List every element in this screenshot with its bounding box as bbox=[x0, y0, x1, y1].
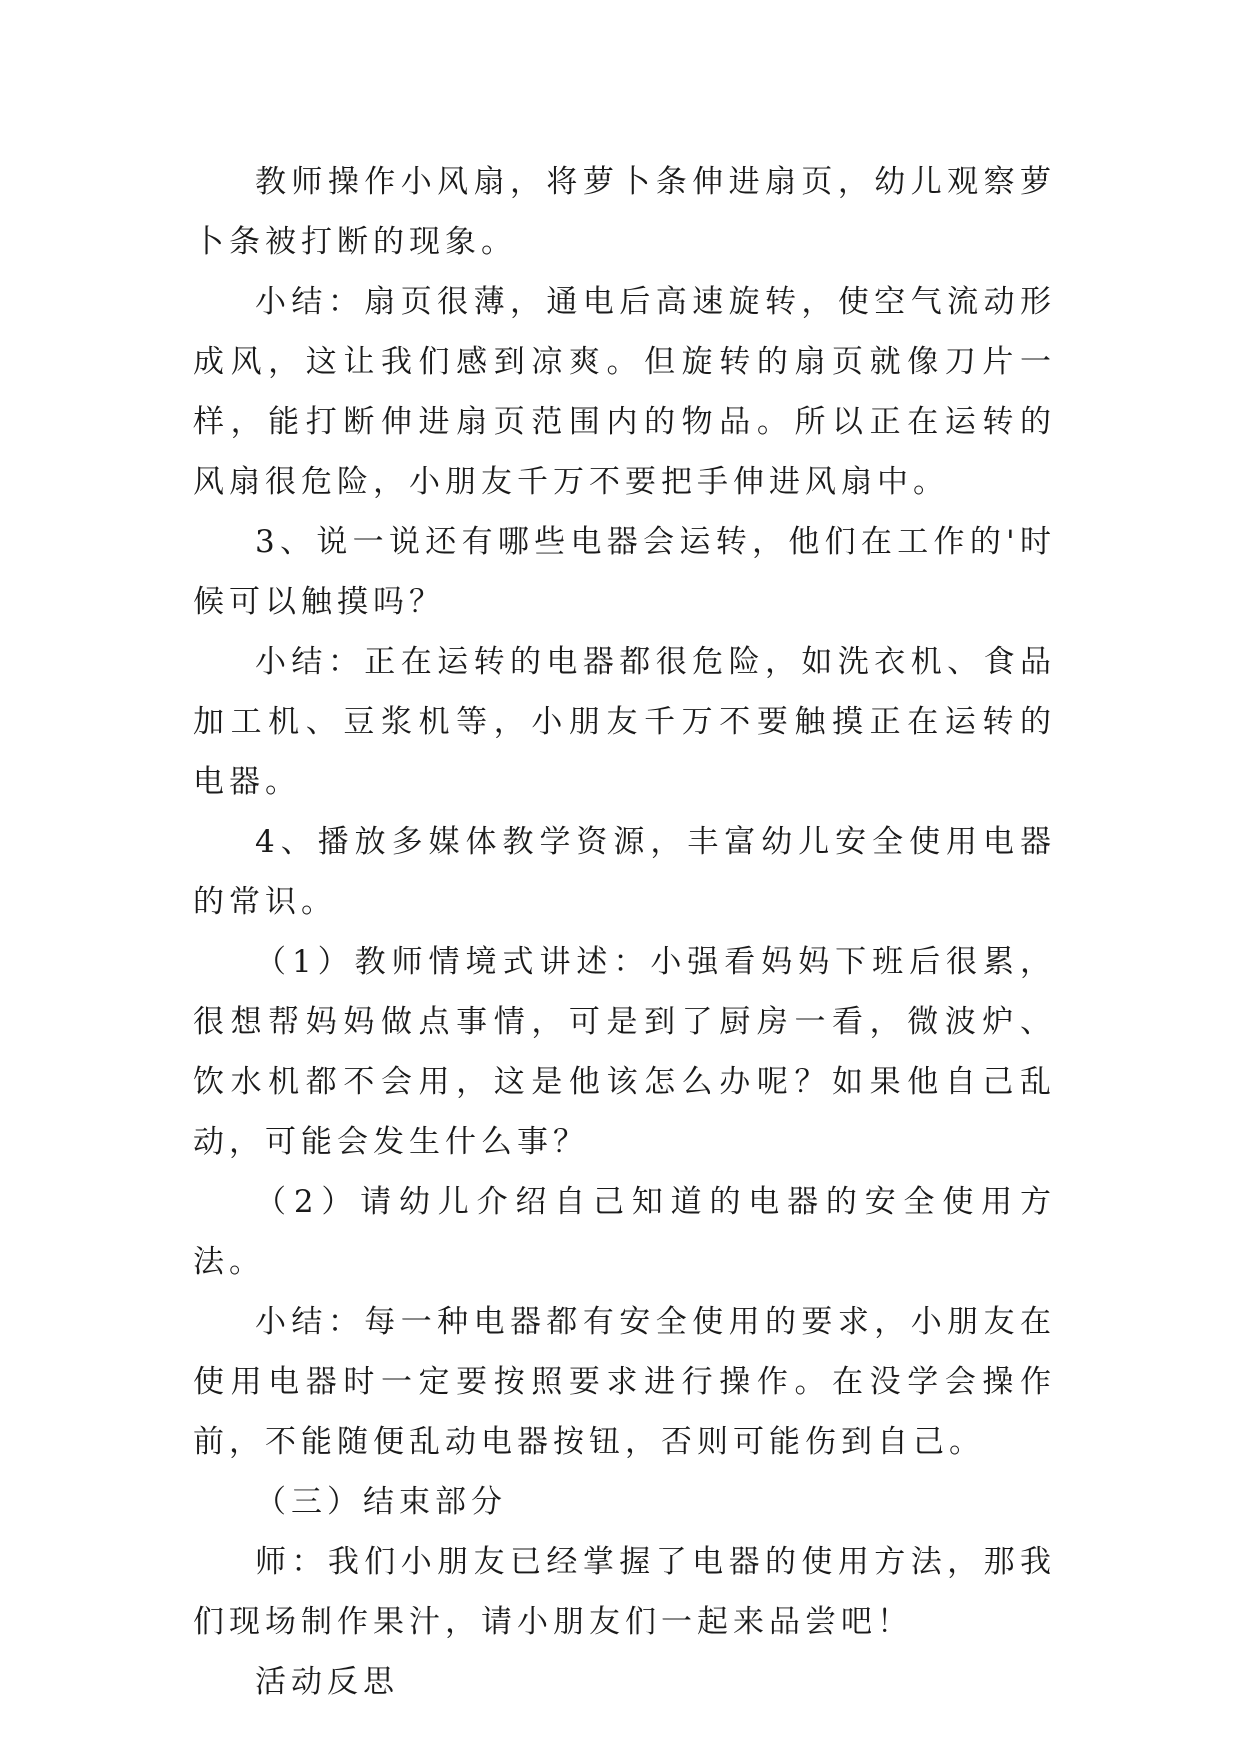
paragraph-step-4: 4、播放多媒体教学资源，丰富幼儿安全使用电器的常识。 bbox=[193, 824, 1056, 920]
paragraph-summary-fan: 小结：扇页很薄，通电后高速旋转，使空气流动形成风，这让我们感到凉爽。但旋转的扇页就像刀片一样，能打断伸进扇页范围内的物品。所以正在运转的风扇很危险，小朋友千万不要把手伸进风扇中。 bbox=[193, 284, 1056, 500]
section-heading-ending: （三）结束部分 bbox=[255, 1484, 507, 1520]
paragraph-summary-safety: 小结：每一种电器都有安全使用的要求，小朋友在使用电器时一定要按照要求进行操作。在没学会操作前，不能随便乱动电器按钮，否则可能伤到自己。 bbox=[193, 1304, 1056, 1460]
paragraph-scenario-2: （2）请幼儿介绍自己知道的电器的安全使用方法。 bbox=[193, 1184, 1056, 1280]
section-heading-reflection: 活动反思 bbox=[255, 1664, 399, 1700]
paragraph-scenario-1: （1）教师情境式讲述：小强看妈妈下班后很累，很想帮妈妈做点事情，可是到了厨房一看，微波炉、饮水机都不会用，这是他该怎么办呢？如果他自己乱动，可能会发生什么事？ bbox=[193, 944, 1056, 1160]
paragraph-observe-fan: 教师操作小风扇，将萝卜条伸进扇页，幼儿观察萝卜条被打断的现象。 bbox=[193, 164, 1056, 260]
paragraph-summary-appliances: 小结：正在运转的电器都很危险，如洗衣机、食品加工机、豆浆机等，小朋友千万不要触摸正在运转的电器。 bbox=[193, 644, 1056, 800]
document-body bbox=[193, 152, 1056, 1712]
paragraph-teacher-closing: 师：我们小朋友已经掌握了电器的使用方法，那我们现场制作果汁，请小朋友们一起来品尝吧！ bbox=[193, 1544, 1056, 1640]
paragraph-step-3: 3、说一说还有哪些电器会运转，他们在工作的'时候可以触摸吗？ bbox=[193, 524, 1056, 620]
